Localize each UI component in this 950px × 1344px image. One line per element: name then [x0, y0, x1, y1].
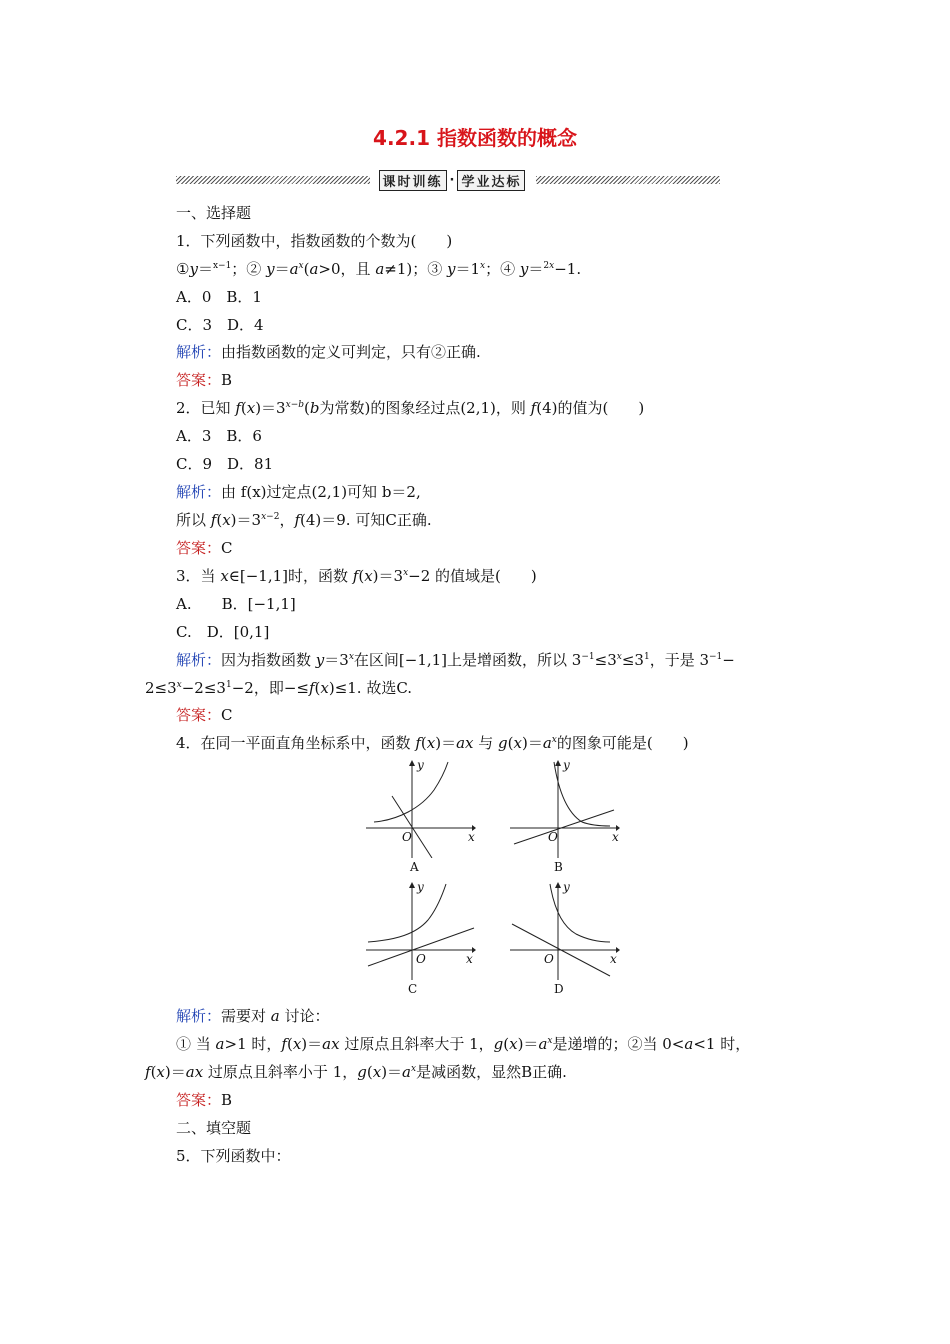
q1-answer-label: 答案：: [176, 371, 222, 389]
q2-analysis-label: 解析：: [176, 483, 222, 501]
q2-analysis-2: 所以 $f(x)=3^{x-2}$，f(4)＝9. 可知C正确.: [176, 511, 432, 529]
q1-choice-ab: A．0 B．1: [176, 288, 262, 306]
section-heading-fill: 二、填空题: [176, 1119, 252, 1137]
q1-stem: 1．下列函数中，指数函数的个数为( ): [176, 232, 453, 250]
q2-choice-cd: C．9 D．81: [176, 455, 274, 473]
graph-a-exp-curve: [374, 762, 448, 822]
q4-answer-label: 答案：: [176, 1091, 222, 1109]
q3-choice-ab: A. B．[−1,1]: [176, 595, 296, 613]
q3-analysis-1: 解析：因为指数函数 $y=3^x$在区间[−1,1]上是增函数，所以 $3^{-1}\le 3^x\le 3^1$，于是 $3^{-1}-$: [176, 651, 735, 669]
banner-part2: 学业达标: [457, 170, 525, 191]
graph-b-y-label: y: [563, 758, 570, 772]
graph-d-exp-curve: [550, 884, 610, 942]
graph-c-x-label: x: [466, 952, 473, 966]
graph-a-svg: [366, 760, 476, 858]
graph-b-label: B: [554, 860, 563, 874]
q2-answer: [176, 538, 233, 558]
q3-stem: 3．当 x∈[−1,1]时，函数 $f(x)=3^x-2$ 的值域是( ): [176, 567, 537, 585]
graph-c-origin: O: [416, 952, 426, 966]
page-title: 4.2.1 指数函数的概念: [373, 126, 577, 150]
q3-answer-value: C: [221, 706, 233, 724]
q1-analysis: [176, 342, 481, 362]
q4-analysis-1: ① 当 a>1 时，f(x)＝ax 过原点且斜率大于 1，$g(x)=a^x$是递增的；②当 0<a<1 时，: [176, 1035, 751, 1053]
q3-answer-label: 答案：: [176, 706, 222, 724]
section-banner: [176, 170, 720, 192]
q4-analysis-label: 解析：: [176, 1007, 222, 1025]
q4-stem: 4．在同一平面直角坐标系中，函数 f(x)＝ax 与 $g(x)=a^x$的图象可能是( ): [176, 734, 689, 752]
banner-label: [372, 170, 532, 190]
q1-analysis-text: 由指数函数的定义可判定，只有②正确.: [221, 343, 481, 361]
graph-c-label: C: [408, 982, 418, 996]
graph-d-svg: [510, 882, 620, 980]
graph-c-exp-curve: [368, 884, 446, 942]
graph-c-y-label: y: [417, 880, 424, 894]
graph-d: [510, 880, 620, 996]
q4-answer: [176, 1090, 232, 1110]
banner-hatch-right: [536, 176, 720, 184]
q4-analysis-0: 解析：需要对 a 讨论：: [176, 1007, 330, 1025]
q2-choice-ab: A．3 B．6: [176, 427, 262, 445]
graph-a-origin: O: [402, 830, 412, 844]
banner-hatch-left: [176, 176, 370, 184]
q1-analysis-label: 解析：: [176, 343, 222, 361]
q2-answer-label: 答案：: [176, 539, 222, 557]
graph-d-x-label: x: [610, 952, 617, 966]
q3-answer: [176, 705, 233, 725]
graph-d-label: D: [554, 982, 564, 996]
section-heading-choice: 一、选择题: [176, 204, 252, 222]
q1-answer: [176, 370, 232, 390]
graph-a-y-label: y: [417, 758, 424, 772]
graph-b: [510, 758, 620, 874]
q3-choice-cd: C. D．[0,1]: [176, 623, 270, 641]
graph-b-y-arrow: [555, 760, 561, 766]
graph-c-y-arrow: [409, 882, 415, 888]
graph-a: [366, 758, 476, 874]
q1-choice-cd: C．3 D．4: [176, 316, 264, 334]
q1-options: ①y＝$^{x-1}$；② $y=a^x(a>0$，且 a≠1)；③ $y=1^x$；④ y＝$^{2x}$−1.: [176, 260, 582, 278]
graph-a-y-arrow: [409, 760, 415, 766]
q2-analysis-1: [176, 482, 421, 502]
q2-answer-value: C: [221, 539, 233, 557]
graph-d-y-arrow: [555, 882, 561, 888]
banner-part1: 课时训练: [379, 170, 447, 191]
q4-answer-value: B: [221, 1091, 233, 1109]
q1-answer-value: B: [221, 371, 233, 389]
q2-analysis-text-1: 由 f(x)过定点(2,1)可知 b＝2,: [221, 483, 421, 501]
q3-analysis-label: 解析：: [176, 651, 222, 669]
graph-b-x-label: x: [612, 830, 619, 844]
graph-b-svg: [510, 760, 620, 858]
q2-stem: 2．已知 $f(x)=3^{x-b}(b$为常数)的图象经过点(2,1)，则 f(4)的值为( ): [176, 399, 645, 417]
graph-c: [366, 880, 476, 996]
graph-b-origin: O: [548, 830, 558, 844]
graph-d-origin: O: [544, 952, 554, 966]
q4-analysis-2: f(x)＝ax 过原点且斜率小于 1，$g(x)=a^x$是减函数，显然B正确.: [145, 1063, 567, 1081]
q5-stem: 5．下列函数中：: [176, 1147, 291, 1165]
banner-sep: ·: [449, 172, 455, 188]
graph-a-x-label: x: [468, 830, 475, 844]
graph-a-label: A: [410, 860, 419, 874]
graph-d-y-label: y: [563, 880, 570, 894]
q3-analysis-2: $2\le 3^x-2\le 3^1-2$，即−≤f(x)≤1. 故选C.: [145, 679, 413, 697]
graph-b-line: [514, 810, 614, 844]
